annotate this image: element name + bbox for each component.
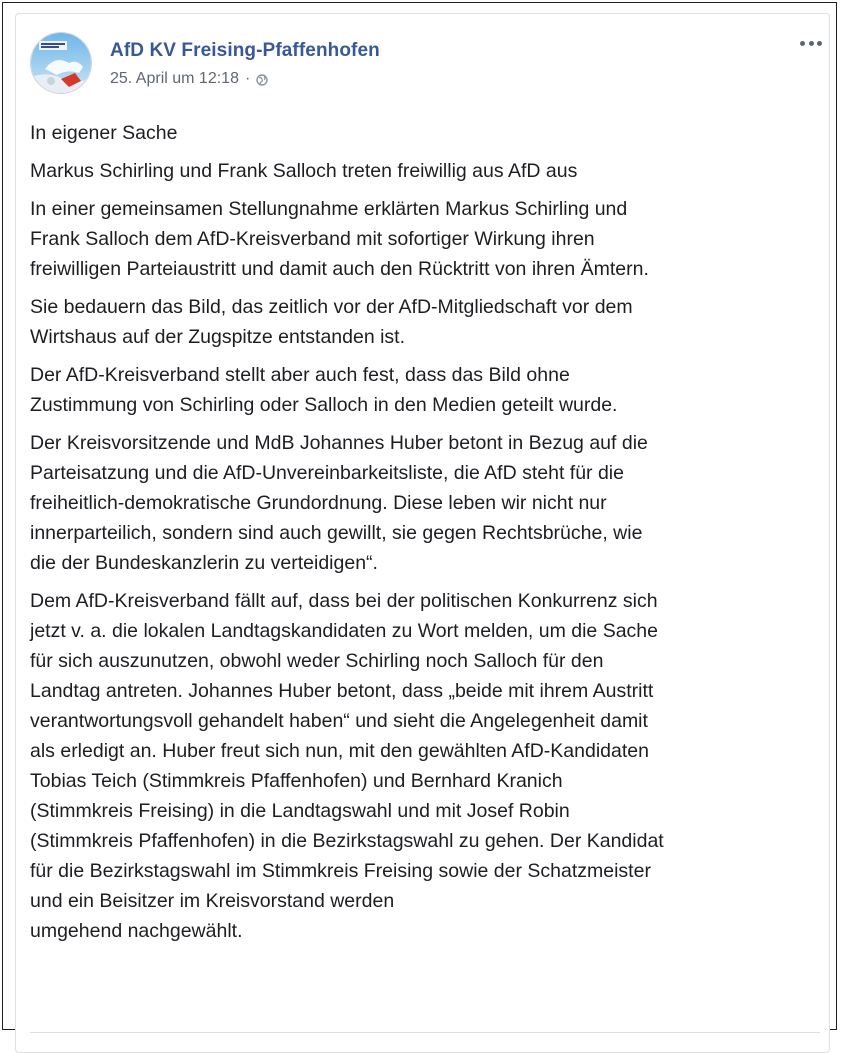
page-avatar[interactable] bbox=[30, 32, 92, 94]
post-paragraph: Der AfD-Kreisverband stellt aber auch fest, dass das Bild ohne Zustimmung von Schirling oder Salloch in den Medien geteilt wurde. bbox=[30, 364, 618, 416]
more-dot bbox=[800, 41, 805, 46]
post-paragraph: In einer gemeinsamen Stellungnahme erklärten Markus Schirling und Frank Salloch dem AfD-Kreisverband mit sofortiger Wirkung ihren freiwilligen Parteiaustritt und damit auch den Rücktritt von ihren Ämtern. bbox=[30, 198, 649, 280]
divider bbox=[30, 1032, 820, 1033]
post-card bbox=[15, 13, 830, 1053]
post-meta bbox=[110, 70, 268, 88]
more-dot bbox=[817, 41, 822, 46]
page-name-link[interactable]: AfD KV Freising-Pfaffenhofen bbox=[110, 40, 380, 61]
post-body bbox=[30, 118, 820, 954]
more-dot bbox=[809, 41, 814, 46]
post-subheading: Markus Schirling und Frank Salloch treten freiwillig aus AfD aus bbox=[30, 160, 578, 182]
post-heading: In eigener Sache bbox=[30, 122, 178, 144]
post-paragraph: Sie bedauern das Bild, das zeitlich vor der AfD-Mitgliedschaft vor dem Wirtshaus auf der Zugspitze entstanden ist. bbox=[30, 296, 633, 348]
post-timestamp[interactable]: 25. April um 12:18 bbox=[110, 70, 239, 87]
screenshot-frame bbox=[2, 2, 837, 1030]
post-paragraph: Der Kreisvorsitzende und MdB Johannes Huber betont in Bezug auf die Parteisatzung und die AfD-Unvereinbarkeitsliste, die AfD steht für die freiheitlich-demokratische Grundordnung. Diese leben wir nicht nur innerparteilich, sondern sind auch gewillt, sie gegen Rechtsbrüche, wie die der Bundeskanzlerin zu verteidigen“. bbox=[30, 432, 648, 574]
more-options-icon[interactable] bbox=[800, 36, 822, 50]
meta-separator: · bbox=[244, 70, 251, 87]
avatar-image bbox=[31, 33, 92, 94]
post-paragraph: Dem AfD-Kreisverband fällt auf, dass bei der politischen Konkurrenz sich jetzt v. a. die lokalen Landtagskandidaten zu Wort melden, um die Sache für sich auszunutzen, obwohl weder Schirling noch Salloch für den Landtag antreten. Johannes Huber betont, dass „beide mit ihrem Austritt verantwortungsvoll gehandelt haben“ und sieht die Angelegenheit damit als erledigt an. Huber freut sich nun, mit den gewählten AfD-Kandidaten Tobias Teich (Stimmkreis Pfaffenhofen) und Bernhard Kranich (Stimmkreis Freising) in die Landtagswahl und mit Josef Robin (Stimmkreis Pfaffenhofen) in die Bezirkstagswahl zu gehen. Der Kandidat für die Bezirkstagswahl im Stimmkreis Freising sowie der Schatzmeister und ein Beisitzer im Kreisvorstand werden umgehend nachgewählt. bbox=[30, 590, 664, 942]
globe-icon[interactable] bbox=[256, 73, 268, 85]
